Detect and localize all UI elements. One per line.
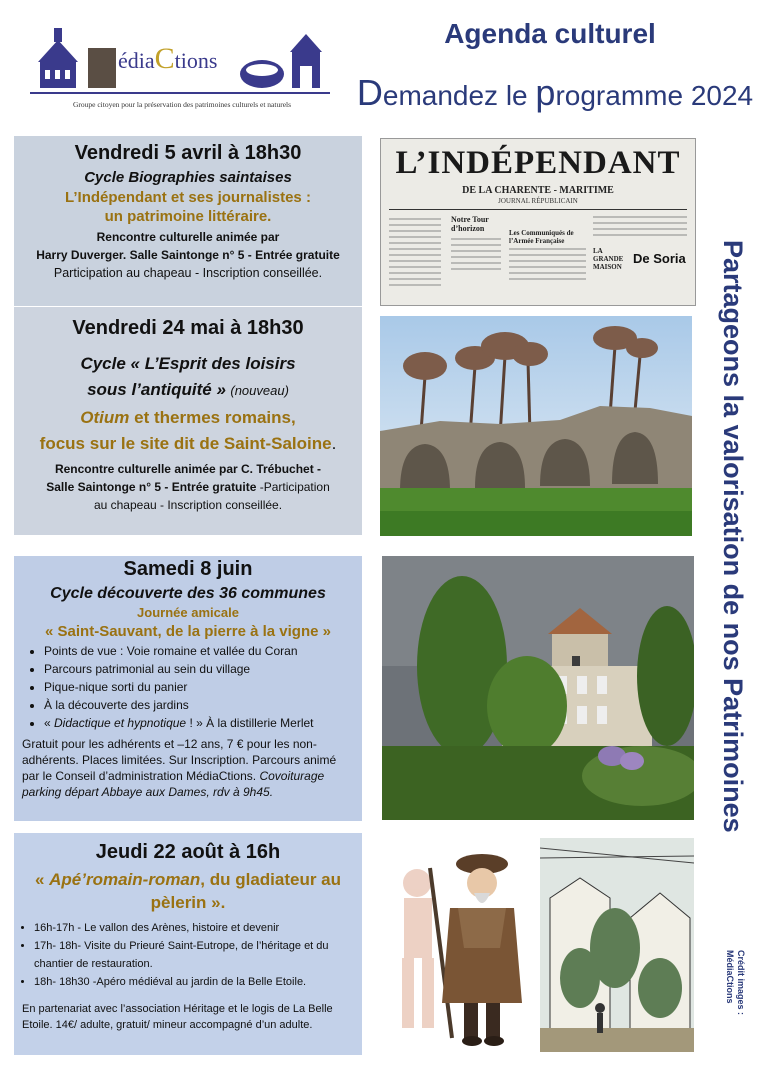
event-note: En partenariat avec l’association Héritage et le logis de La Belle Etoile. 14€/ adulte, gratuit/ mineur accompagné d’un adulte.: [22, 1003, 333, 1031]
event-program-list: [22, 642, 354, 732]
credit-line-2: MédiaCtions: [725, 950, 735, 1004]
page-title: Agenda culturel: [444, 18, 656, 49]
list-item: • 18h- 18h30 -Apéro médiéval au jardin de la Belle Etoile.: [34, 973, 354, 991]
newspaper-image: [380, 138, 696, 306]
event-title-line-1: , du gladiateur au: [200, 870, 342, 889]
event-cycle-line-1: Cycle « L’Esprit des loisirs: [80, 354, 296, 373]
event-info-line-2-rest: -Participation: [256, 480, 330, 494]
side-slogan-text: Partageons la valorisation de nos Patrimoines: [718, 240, 748, 833]
page-subtitle: [355, 72, 755, 114]
list-item: • Pique-nique sorti du panier: [44, 678, 354, 696]
event-box-4: [14, 833, 362, 1055]
event-title-open: «: [34, 870, 50, 889]
event-date: Vendredi 24 mai à 18h30: [72, 317, 304, 339]
event-title-end: .: [331, 434, 337, 453]
newspaper-masthead: L’INDÉPENDANT: [395, 145, 681, 181]
list-item: • À la découverte des jardins: [44, 696, 354, 714]
subtitle-cap-d: D: [356, 72, 383, 113]
list-item: • Points de vue : Voie romaine et vallée du Coran: [44, 642, 354, 660]
logo-title: [118, 42, 217, 76]
credit-line-1: Crédit images :: [736, 950, 746, 1016]
gladiator-pilgrim-figures: [382, 838, 532, 1052]
logo-title-mid: édia: [118, 48, 155, 73]
list-item-suffix: ! » À la distillerie Merlet: [186, 716, 314, 730]
event-title-line-2: un patrimoine littéraire.: [104, 208, 272, 225]
logo-divider: [30, 92, 330, 94]
logo-title-c: C: [154, 42, 175, 75]
event-note-text: Gratuit pour les adhérents et –12 ans, 7 € pour les non-adhérents. Places limitées. Sur Inscription. Parcours animé par le Conseil d’administration MédiaCtions.: [22, 737, 337, 783]
event-date: Vendredi 5 avril à 18h30: [74, 142, 302, 164]
list-item: • 16h-17h - Le vallon des Arènes, histoire et devenir: [34, 919, 354, 937]
event-cycle: Cycle Biographies saintaises: [84, 169, 292, 186]
event-subtitle: Journée amicale: [137, 605, 239, 620]
event-cycle-line-2: sous l’antiquité »: [87, 380, 226, 399]
list-item: [44, 714, 354, 732]
event-date: Samedi 8 juin: [123, 558, 253, 580]
street-sketch: [540, 838, 694, 1052]
list-item: • Parcours patrimonial au sein du village: [44, 660, 354, 678]
newspaper-column-2: Les Communiqués de l’Armée Française: [509, 229, 574, 245]
logo-subtitle: Groupe citoyen pour la préservation des patrimoines culturels et naturels: [72, 100, 292, 109]
event-date: Jeudi 22 août à 16h: [95, 841, 281, 863]
event-title: « Saint-Sauvant, de la pierre à la vigne »: [45, 623, 331, 640]
event-note: [22, 736, 354, 800]
event-title-line-2: focus sur le site dit de Saint-Saloine: [39, 434, 332, 453]
event-note-italic: Covoiturage parking départ Abbaye aux Dames, rdv à 9h45.: [22, 769, 325, 799]
event-info-line-2: Salle Saintonge n° 5 - Entrée gratuite: [46, 480, 257, 494]
newspaper-column-1: Notre Tour d’horizon: [451, 215, 489, 233]
newspaper-ad: LA GRANDE MAISON: [593, 247, 624, 271]
image-credit: [722, 950, 762, 1020]
event-info-line-1: Rencontre culturelle animée par C. Trébuchet -: [54, 462, 322, 476]
list-item-prefix: «: [44, 716, 55, 730]
event-box-3: [14, 556, 362, 821]
ruins-painting: [380, 316, 692, 536]
subtitle-part-2: rogramme 2024: [555, 80, 754, 111]
list-item: • 17h- 18h- Visite du Prieuré Saint-Eutrope, de l’héritage et du chantier de restauration.: [34, 937, 354, 973]
gladiator-pilgrim-drawing: [382, 838, 532, 1052]
event-program-list: [22, 919, 354, 991]
logo-title-end: tions: [174, 48, 218, 73]
newspaper-journal: JOURNAL RÉPUBLICAIN: [498, 197, 578, 205]
street-sketch-drawing: [540, 838, 694, 1052]
newspaper-text-lines: [381, 139, 695, 305]
event-box-2: [14, 307, 362, 535]
event-info-line-3: Participation au chapeau - Inscription conseillée.: [53, 266, 323, 280]
subtitle-cap-p: p: [535, 72, 556, 113]
event-box-1: [14, 136, 362, 306]
ruins-painting-image: [380, 316, 692, 536]
event-cycle: Cycle découverte des 36 communes: [50, 585, 326, 602]
subtitle-part-1: emandez le: [382, 80, 536, 111]
saint-sauvant-scene: [382, 556, 694, 820]
event-title-italic: Otium: [80, 408, 130, 427]
event-info-line-3: au chapeau - Inscription conseillée.: [93, 498, 283, 512]
event-title-line-1: L’Indépendant et ses journalistes :: [65, 189, 311, 206]
side-slogan: [700, 240, 760, 920]
image-credit-text: [724, 950, 746, 1015]
newspaper-subhead: DE LA CHARENTE - MARITIME: [462, 185, 614, 196]
saint-sauvant-photo: [382, 556, 694, 820]
event-title-line-1: et thermes romains,: [129, 408, 296, 427]
event-info-line-1: Rencontre culturelle animée par: [96, 230, 280, 244]
event-info-line-2: Harry Duverger. Salle Saintonge n° 5 - Entrée gratuite: [36, 248, 340, 262]
event-cycle-note: (nouveau): [230, 383, 289, 398]
newspaper-ad-name: De Soria: [633, 251, 686, 266]
list-item-italic: Didactique et hypnotique: [54, 716, 187, 730]
event-title-italic: Apé’romain-roman: [49, 870, 201, 889]
event-title-line-2: pèlerin ».: [150, 893, 226, 912]
logo: [30, 22, 330, 114]
